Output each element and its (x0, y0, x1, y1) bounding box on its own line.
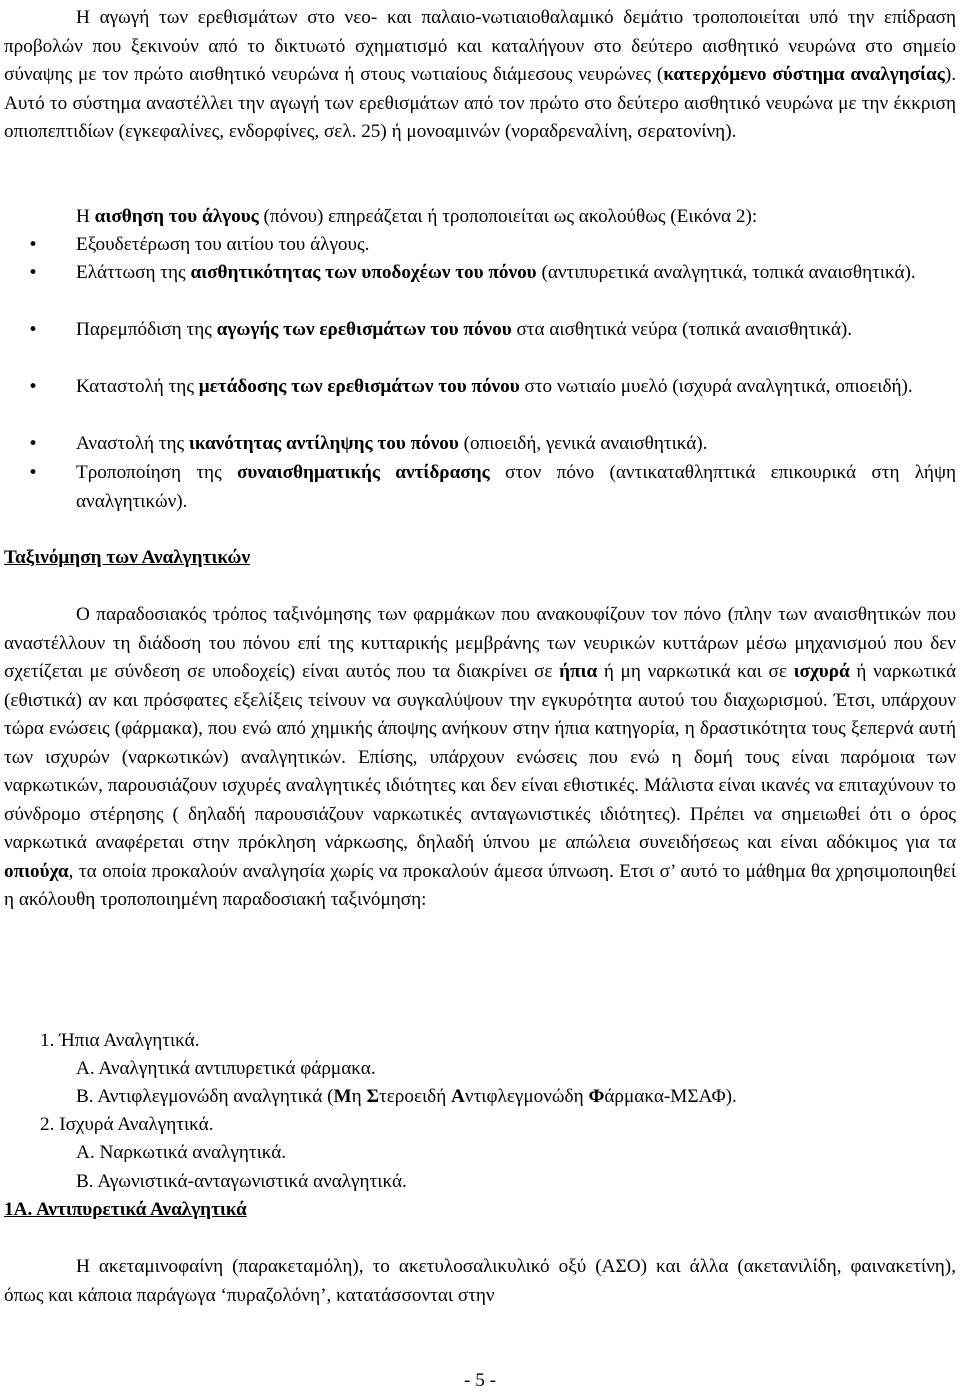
bullet-item: • Εξουδετέρωση του αιτίου του άλγους. (28, 231, 956, 260)
bold-term: αισθηση του άλγους (94, 206, 259, 227)
outline-item: 2. Ισχυρά Αναλγητικά. (40, 1114, 214, 1135)
paragraph-antipyretic: Η ακεταμινοφαίνη (παρακεταμόλη), το ακετυλοσαλικυλικό οξύ (ΑΣΟ) και άλλα (ακετανιλίδη, φαινακετίνη), όπως και κάποια παράγωγα ‘πυραζολόνη’, κατατάσσονται στην (4, 1256, 956, 1306)
bullet-item: • Παρεμπόδιση της αγωγής των ερεθισμάτων του πόνου στα αισθητικά νεύρα (τοπικά αναισθητικά). (28, 316, 956, 345)
bullet-icon (28, 459, 76, 488)
bullet-item: • Ελάττωση της αισθητικότητας των υποδοχέων του πόνου (αντιπυρετικά αναλγητικά, τοπικά αναισθητικά). (28, 259, 956, 288)
bullet-item: • Τροποποίηση της συναισθηματικής αντίδρασης στον πόνο (αντικαταθληπτικά επικουρικά στη λήψη αναλγητικών). (28, 459, 956, 516)
bullet-icon (28, 373, 76, 402)
paragraph-classification: Ο παραδοσιακός τρόπος ταξινόμησης των φαρμάκων που ανακουφίζουν τον πόνο (πλην των αναισθητικών που αναστέλλουν τη διάδοση του πόνου επί της κυτταρικής μεμβράνης των νευρικών κυττάρων μέσω μηχανισμού που δεν σχετίζεται με σύνδεση σε υποδοχείς) είναι αυτός που τα διακρίνει σε ήπια ή μη ναρκωτικά και σε ισχυρά ή ναρκωτικά (εθιστικά) αν και πρόσφατες εξελίξεις τείνουν να συγκαλύψουν την εγκυρότητα αυτού του διαχωρισμού. Έτσι, υπάρχουν τώρα ενώσεις (φάρμακα), που ενώ από χημικής άποψης ανήκουν στην ήπια κατηγορία, η δραστικότητα τους ξεπερνά αυτή των ισχυρών (ναρκωτικών) αναλγητικών. Επίσης, υπάρχουν ενώσεις που ενώ η δομή τους είναι παρόμοια των ναρκωτικών, παρουσιάζουν ισχυρές αναλγητικές ιδιότητες και δεν είναι εθιστικές. Μάλιστα είναι ικανές να επιταχύνουν το σύνδρομο στέρησης ( δηλαδή παρουσιάζουν ναρκωτικές ανταγωνιστικές ιδιότητες). Πρέπει να σημειωθεί ότι ο όρος ναρκωτικά αναφέρεται στην πρόκληση νάρκωσης, δηλαδή ύπνου με απώλεια συνειδήσεως και είναι αδόκιμος για τα οπιούχα, τα οποία προκαλούν αναλγησία χωρίς να προκαλούν άμεσα ύπνωση. Ετσι σ’ αυτό το μάθημα θα χρησιμοποιηθεί η ακόλουθη τροποποιημένη παραδοσιακή ταξινόμηση: (4, 604, 956, 910)
bullet-icon (28, 259, 76, 288)
bold-term: κατερχόμενο σύστημα αναλγησίας (663, 64, 945, 85)
outline-subitem: Β. Αγωνιστικά-ανταγωνιστικά αναλγητικά. (76, 1171, 407, 1192)
bullet-icon (28, 430, 76, 459)
bullet-icon (28, 316, 76, 345)
outline-subitem: Α. Ναρκωτικά αναλγητικά. (76, 1142, 287, 1163)
paragraph-pain-sensation: Η αισθηση του άλγους (πόνου) επηρεάζεται ή τροποποιείται ως ακολούθως (Εικόνα 2): (76, 206, 758, 227)
page-number: - 5 - (464, 1370, 496, 1391)
bullet-item: • Αναστολή της ικανότητας αντίληψης του πόνου (οπιοειδή, γενικά αναισθητικά). (28, 430, 956, 459)
section-heading: Ταξινόμηση των Αναλγητικών (4, 547, 251, 568)
outline-subitem: Α. Αναλγητικά αντιπυρετικά φάρμακα. (76, 1058, 376, 1079)
paragraph-descending-analgesia: Η αγωγή των ερεθισμάτων στο νεο- και παλαιο-νωτιαιοθαλαμικό δεμάτιο τροποποιείται υπό την επίδραση προβολών που ξεκινούν από το δικτυωτό σχηματισμό και καταλήγουν στο δεύτερο αισθητικό νευρώνα στο σημείο σύναψης με τον πρώτο αισθητικό νευρώνα ή στους νωτιαίους διάμεσους νευρώνες (κατερχόμενο σύστημα αναλγησίας). Αυτό το σύστημα αναστέλλει την αγωγή των ερεθισμάτων από τον πρώτο στο δεύτερο αισθητικό νευρώνα με την έκκριση οπιοπεπτιδίων (εγκεφαλίνες, ενδορφίνες, σελ. 25) ή μονοαμινών (νοραδρεναλίνη, σερατονίνη). (4, 7, 956, 142)
bullet-item: • Καταστολή της μετάδοσης των ερεθισμάτων του πόνου στο νωτιαίο μυελό (ισχυρά αναλγητικά, οπιοειδή). (28, 373, 956, 402)
outline-item: 1. Ήπια Αναλγητικά. (40, 1030, 200, 1051)
outline-subitem: Β. Αντιφλεγμονώδη αναλγητικά (Μη Στεροειδή Αντιφλεγμονώδη Φάρμακα-ΜΣΑΦ). (76, 1086, 737, 1107)
section-heading: 1Α. Αντιπυρετικά Αναλγητικά (4, 1199, 247, 1220)
bullet-icon (28, 231, 76, 260)
